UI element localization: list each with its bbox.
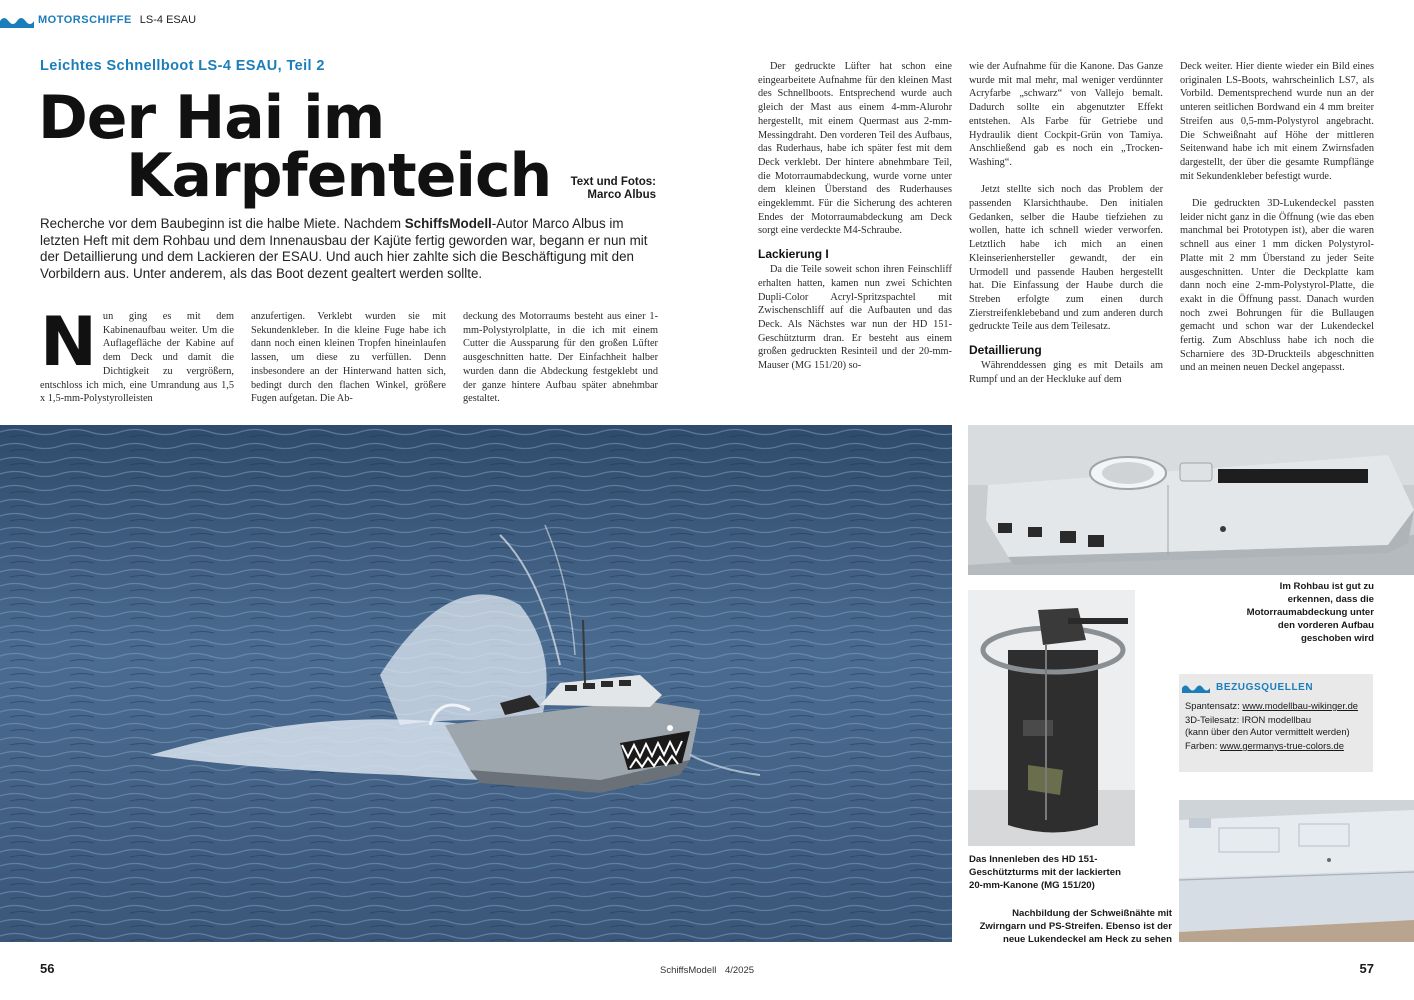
lead-paragraph <box>40 216 658 282</box>
column-2-text: anzufertigen. Verklebt wurden sie mit Sekundenkleber. In die kleine Fuge habe ich dann noch einen kleinen Tropfen hineinlaufen lassen, um diese zu verfüllen. Denn insbesondere an der Hinterwand hatten sich, bedingt durch den flachen Winkel, größere Fugen aufgetan. Die Ab- <box>251 311 446 405</box>
column-4-paragraph-2: Da die Teile soweit schon ihren Feinschliff erhalten hatten, kamen nun zwei Schichten Dupli-Color Acryl-Spritzspachtel mit Zwischenschliff auf die Aufbauten und das Deck. Als Nächstes war nun der HD 151-Geschützturm dran. Er besteht aus einem großen gedruckten Resinteil und der 20-mm-Mauser (MG 151/20) so- <box>758 264 952 372</box>
source-row-1 <box>1179 700 1373 712</box>
caption-hull: Nachbildung der Schweißnähte mit Zwirngarn und PS-Streifen. Ebenso ist der neue Lukendeckel am Heck zu sehen <box>979 908 1172 945</box>
body-column-6 <box>1180 60 1374 375</box>
source-1-link[interactable]: www.modellbau-wikinger.de <box>1242 700 1359 711</box>
column-3-text: deckung des Motorraums besteht aus einer 1-mm-Polystyrolplatte, in die ich mit einem Cutter die Aussparung für den großen Lüfter ausgeschnitten hatte. Der Einfachheit halber wurden dann die Abdeckung festgeklebt und der ganze hintere Aufbau später abnehmbar gestaltet. <box>463 311 658 405</box>
section-label: MOTORSCHIFFE <box>38 14 132 26</box>
caption-turret: Das Innenleben des HD 151-Geschützturms mit der lackierten 20-mm-Kanone (MG 151/20) <box>969 854 1121 891</box>
body-column-3 <box>463 310 658 406</box>
source-row-3 <box>1179 740 1373 752</box>
author-credit <box>571 176 656 202</box>
wave-logo-icon <box>1182 681 1210 693</box>
section-header <box>0 12 196 28</box>
lead-text-1: Recherche vor dem Baubeginn ist die halbe Miete. Nachdem <box>40 216 405 231</box>
turret-photo <box>968 590 1135 846</box>
caption-deck: Im Rohbau ist gut zu erkennen, dass die Motorraumabdeckung unter den vorderen Aufbau geschoben wird <box>1246 581 1374 644</box>
subhead-detaillierung: Detaillierung <box>969 343 1042 358</box>
deck-rohbau-photo <box>968 425 1414 575</box>
footer-magazine <box>0 965 1414 976</box>
sources-title: BEZUGSQUELLEN <box>1216 681 1314 693</box>
boat-label: LS-4 ESAU <box>139 14 197 26</box>
body-column-1 <box>40 303 234 406</box>
body-column-2 <box>251 310 446 406</box>
headline-line-2: Karpfenteich <box>126 141 552 211</box>
credit-label: Text und Fotos: <box>570 176 656 188</box>
sources-header <box>1179 674 1373 700</box>
source-2-note: (kann über den Autor vermittelt werden) <box>1185 726 1350 737</box>
column-4-paragraph-1: Der gedruckte Lüfter hat schon eine eingearbeitete Aufnahme für den kleinen Mast des Schnellboots. Entsprechend wurde auch gleich der Mast aus einem 4-mm-Alurohr hergestellt, mit einem Quermast aus 2-mm-Messingdraht. Den vorderen Teil des Aufbaus, das Ruderhaus, habe ich später fest mit dem Deck verklebt. Der hintere abnehmbare Teil, die Motorraumabdeckung, wurde vorne unter dem kleinen Überstand des Ruderhauses eingeklemmt. Für die Sicherung des achteren Endes der Motorraumabdeckung am Deck sorgt eine verdeckte M4-Schraube. <box>758 61 952 237</box>
lead-brand: SchiffsModell <box>404 216 492 231</box>
page-number-left: 56 <box>40 961 55 976</box>
drop-cap: N <box>40 303 97 382</box>
column-5-paragraph-3: Währenddessen ging es mit Details am Rumpf und an der Heckluke auf dem <box>969 360 1163 385</box>
page-number-right: 57 <box>1359 961 1374 976</box>
lead-text-2: -Autor Marco Albus im letzten Heft mit dem Rohbau und dem Innenausbau der Kajüte fertig geworden war, begann er nun mit der Detaillierung und dem Lackieren der ESAU. Und auch hier zahlte sich die Beschäftigung mit den Vorbildern aus. Unter anderem, als das Boot dezent gealtert werden sollte. <box>40 216 648 281</box>
column-5-paragraph-1: wie der Aufnahme für die Kanone. Das Ganze wurde mit mal mehr, mal weniger verdünnter Acryfarbe „schwarz“ von Vallejo bemalt. Dadurch sollte ein abgenutzter Effekt entstehen. Als Farbe für Getriebe und Hydraulik dient Cockpit-Grün von Tamiya. Anschließend gab es noch ein „Trocken-Washing“. <box>969 61 1163 168</box>
magazine-name: SchiffsModell <box>659 965 717 976</box>
wave-logo-icon <box>0 12 34 28</box>
headline-line-1: Der Hai im <box>38 83 385 153</box>
source-3-label: Farben: <box>1185 740 1220 751</box>
body-column-4 <box>758 60 952 373</box>
kicker: Leichtes Schnellboot LS-4 ESAU, Teil 2 <box>40 58 325 74</box>
subhead-lackierung: Lackierung I <box>758 247 829 262</box>
source-3-link[interactable]: www.germanys-true-colors.de <box>1219 740 1344 751</box>
column-5-paragraph-2: Jetzt stellte sich noch das Problem der passenden Klarsichthaube. Den initialen Gedanken, selber die Haube tiefziehen zu wollen, hatte ich schnell wieder verworfen. Letztlich habe ich mich an einen Kleinserienhersteller gewandt, der ein Urmodell und passende Hauben hergestellt hat. Die Einfassung der Haube durch die Streben erfolgte zum einen durch Zierstreifenklebeband und zum anderen durch gedruckte Teile aus dem Teilesatz. <box>969 184 1163 333</box>
issue-number: 4/2025 <box>724 965 755 976</box>
source-row-2 <box>1179 714 1373 738</box>
body-column-5 <box>969 60 1163 386</box>
column-6-paragraph-2: Die gedruckten 3D-Lukendeckel passten leider nicht ganz in die Öffnung (wie das eben manchmal bei Prototypen ist), aber die waren schnell aus einer 1 mm dicken Polystyrol-Platte mit 2 mm Überstand zu jeder Seite ausgeschnitten. Unter die Deckplatte kam dann noch eine 2-mm-Polystyrol-Platte, die exakt in die Öffnung passt. Danach wurden noch zwei Bohrungen für die Bullaugen gemacht und schon war der Lukendeckel fertig. Zum Abschluss habe ich noch die Scharniere des 3D-Druckteils abgeschnitten und an meinen neuen Deckel angepasst. <box>1180 198 1374 374</box>
main-boat-photo <box>0 425 952 942</box>
source-2-label: 3D-Teilesatz: IRON modellbau <box>1185 714 1312 725</box>
sources-box <box>1179 674 1373 772</box>
source-1-label: Spantensatz: <box>1185 700 1243 711</box>
hull-detail-photo <box>1179 800 1414 942</box>
credit-author: Marco Albus <box>587 189 656 201</box>
column-6-paragraph-1: Deck weiter. Hier diente wieder ein Bild eines originalen LS-Boots, wahrscheinlich LS7, als Vorbild. Dementsprechend wurde nun an der unteren seitlichen Bordwand ein 4 mm breiter Streifen aus 0,5-mm-Polystyrol angebracht. Die Schweißnaht auf Höhe der mittleren Seitenwand habe ich mit einem Zwirnsfaden dargestellt, der über die gesamte Rumpflänge mit Sekundenkleber befestigt wurde. <box>1180 61 1374 182</box>
column-1-text: un ging es mit dem Kabinenaufbau weiter. Um die Auflagefläche der Kabine auf dem Deck und damit die Dichtigkeit zu vergrößern, entschloss ich mich, eine Umrandung aus 1,5 x 1,5-mm-Polystyrolleisten <box>40 311 234 405</box>
